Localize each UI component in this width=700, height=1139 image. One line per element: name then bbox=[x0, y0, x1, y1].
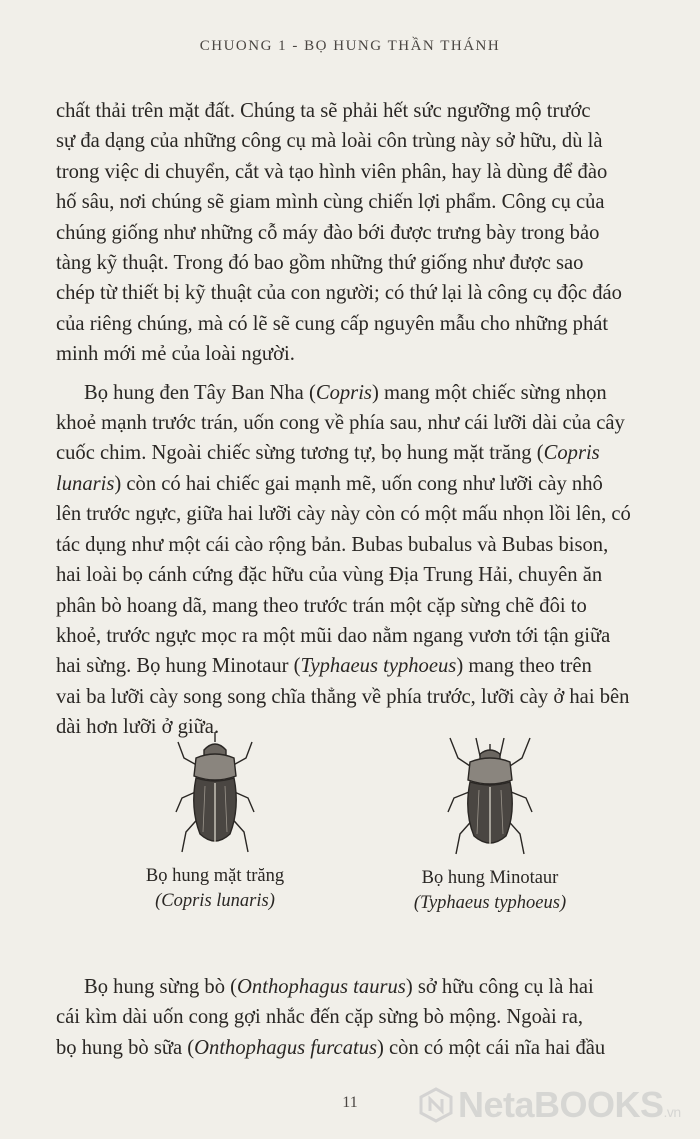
figure-caption: Bọ hung mặt trăng bbox=[145, 866, 285, 886]
text-line: tàng kỹ thuật. Trong đó bao gồm những thứ giống như được sao bbox=[56, 252, 584, 275]
text-line: Bọ hung đen Tây Ban Nha (Copris) mang một chiếc sừng nhọn bbox=[84, 381, 607, 404]
paragraph-2 bbox=[56, 378, 656, 743]
text-line: cái kìm dài uốn cong gợi nhắc đến cặp sừng bò mộng. Ngoài ra, bbox=[56, 1006, 584, 1029]
watermark-logo: NetaBOOKS.vn bbox=[418, 1084, 681, 1126]
text-line: chất thải trên mặt đất. Chúng ta sẽ phải hết sức ngưỡng mộ trước bbox=[56, 100, 591, 122]
text-line: phân bò hoang dã, mang theo trước trán một cặp sừng chẽ đôi to bbox=[56, 594, 587, 617]
running-head: CHUONG 1 - BỌ HUNG THẦN THÁNH bbox=[199, 38, 501, 54]
figure-copris-lunaris bbox=[115, 728, 315, 914]
text-line: cuốc chim. Ngoài chiếc sừng tương tự, bọ hung mặt trăng (Copris bbox=[56, 442, 600, 465]
text-line: sự đa dạng của những công cụ mà loài côn trùng này sở hữu, dù là bbox=[56, 130, 603, 153]
text-line: hố sâu, nơi chúng sẽ giam mình cùng chiến lợi phẩm. Công cụ của bbox=[56, 191, 605, 214]
text-line: lên trước ngực, giữa hai lưỡi cày này còn có một mấu nhọn lồi lên, có bbox=[56, 503, 631, 526]
paragraph-3 bbox=[56, 972, 656, 1063]
text-line: minh mới mẻ của loài người. bbox=[56, 343, 295, 366]
beetle-illustration-icon bbox=[442, 730, 538, 860]
text-line: bọ hung bò sữa (Onthophagus furcatus) còn có một cái nĩa hai đầu bbox=[56, 1036, 606, 1059]
text-line: khoẻ mạnh trước trán, uốn cong về phía sau, như cái lưỡi dài của cây bbox=[56, 412, 625, 435]
text-line: tác dụng như một cái cào rộng bản. Bubas bubalus và Bubas bison, bbox=[56, 533, 609, 556]
figure-latin-name: (Copris lunaris) bbox=[155, 891, 275, 911]
text-line: vai ba lưỡi cày song song chĩa thẳng về phía trước, lưỡi cày ở hai bên bbox=[56, 685, 630, 708]
figure-latin-name: (Typhaeus typhoeus) bbox=[413, 893, 567, 913]
text-line: hai sừng. Bọ hung Minotaur (Typhaeus typhoeus) mang theo trên bbox=[56, 655, 592, 678]
figures bbox=[0, 728, 700, 928]
page-number: 11 bbox=[342, 1094, 358, 1111]
text-line: chép từ thiết bị kỹ thuật của con người; có thứ lại là công cụ độc đáo bbox=[56, 282, 622, 305]
figure-caption: Bọ hung Minotaur bbox=[421, 868, 559, 888]
text-line: lunaris) còn có hai chiếc gai mạnh mẽ, uốn cong như lưỡi cày nhô bbox=[56, 472, 603, 495]
text-line: chúng giống như những cỗ máy đào bới được trưng bày trong bảo bbox=[56, 221, 600, 244]
text-line: trong việc di chuyển, cắt và tạo hình viên phân, hay là dùng để đào bbox=[56, 160, 608, 183]
text-line: dài hơn lưỡi ở giữa. bbox=[56, 716, 220, 739]
text-line: Bọ hung sừng bò (Onthophagus taurus) sở hữu công cụ là hai bbox=[84, 976, 594, 998]
netabooks-logo-icon bbox=[418, 1087, 454, 1123]
paragraph-1 bbox=[56, 96, 656, 370]
text-line: khoẻ, trước ngực mọc ra một mũi dao nằm ngang vươn tới tận giữa bbox=[56, 624, 611, 647]
beetle-illustration-icon bbox=[172, 728, 258, 858]
figure-typhaeus-typhoeus bbox=[385, 730, 595, 916]
body-text bbox=[56, 96, 656, 751]
text-line: của riêng chúng, mà có lẽ sẽ cung cấp nguyên mẫu cho những phát bbox=[56, 312, 609, 335]
text-line: hai loài bọ cánh cứng đặc hữu của vùng Địa Trung Hải, chuyên ăn bbox=[56, 564, 603, 587]
